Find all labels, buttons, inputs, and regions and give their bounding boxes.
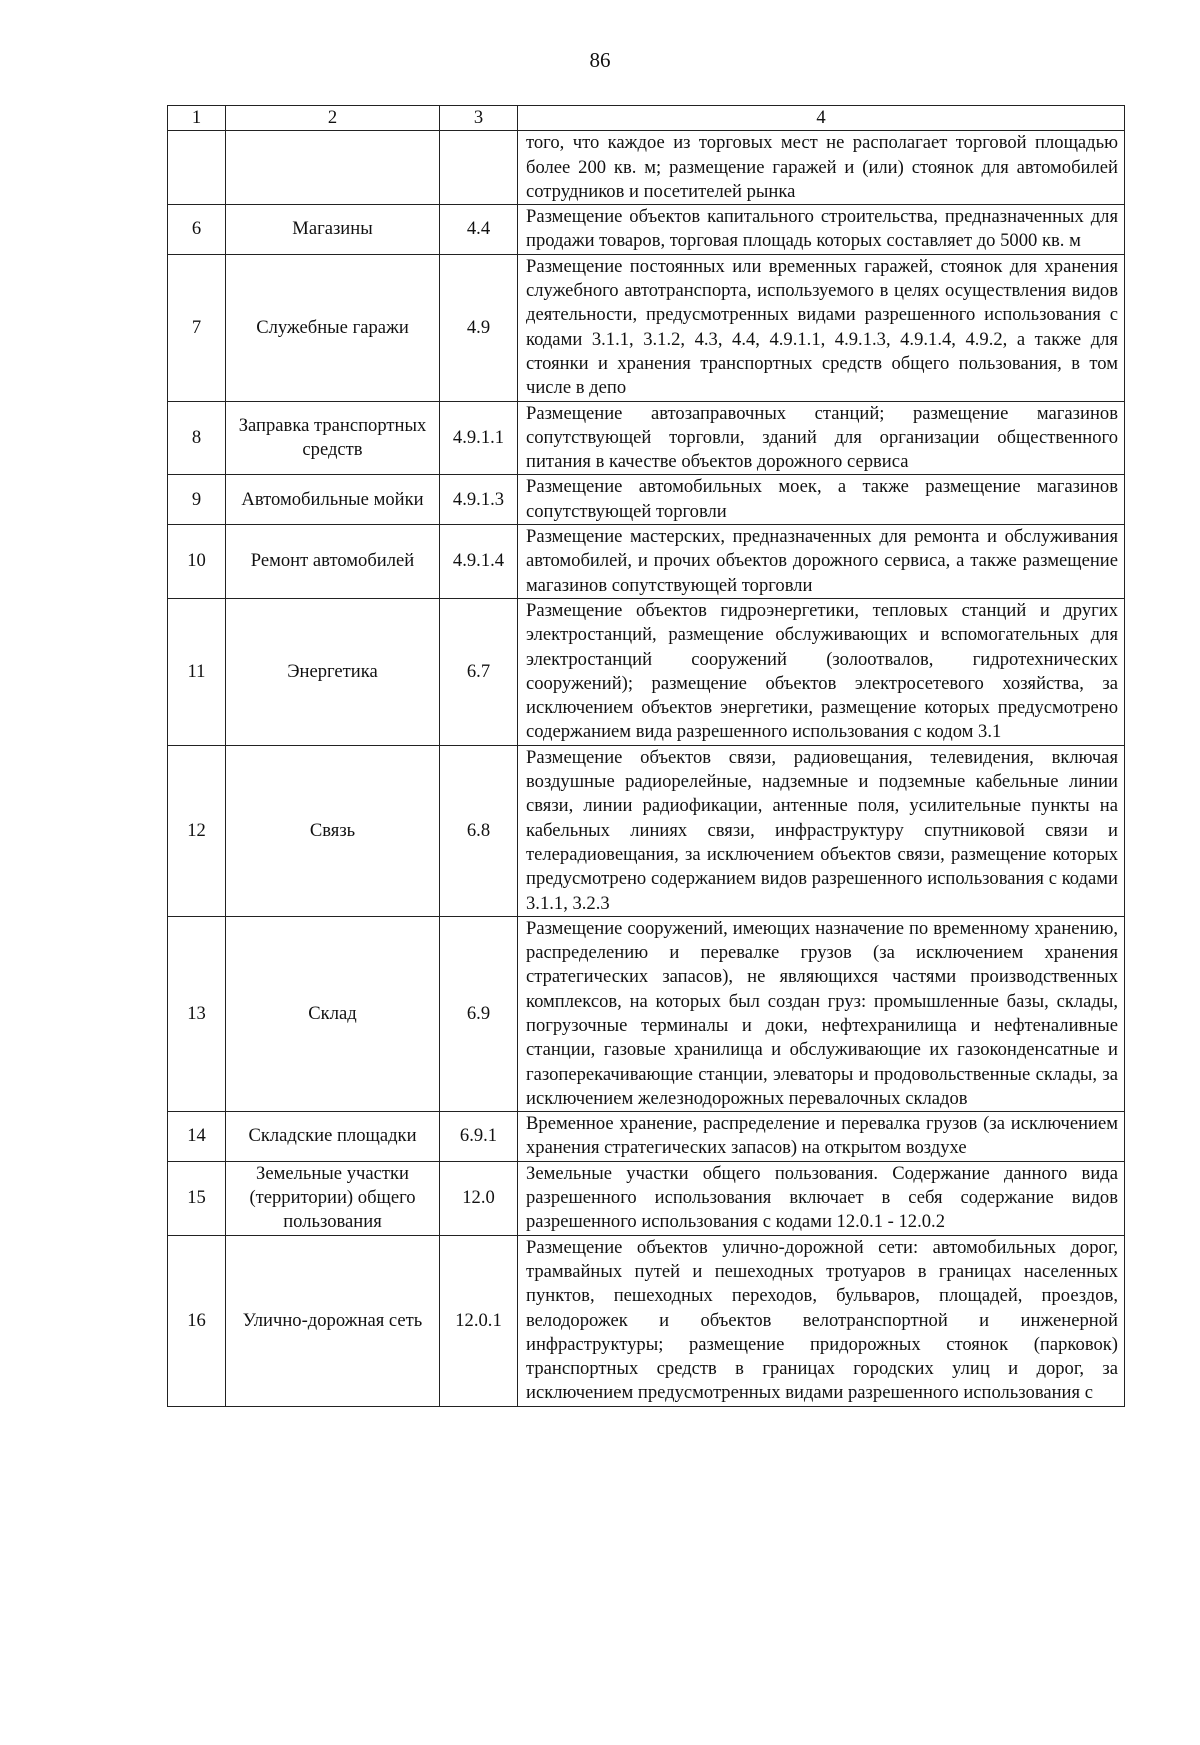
use-name [226,131,440,205]
use-description: Размещение сооружений, имеющих назначение по временному хранению, распределению и перевалке грузов (за исключением хранения стратегических запасов), не являющихся частями производственных комплексов, на которых был создан груз: промышленные базы, склады, погрузочные терминалы и доки, нефтехранилища и нефтеналивные станции, газовые хранилища и обслуживающие их газоконденсатные и газоперекачивающие станции, элеваторы и продовольственные склады, за исключением железнодорожных перевалочных складов [518,916,1125,1111]
table-row [168,254,1125,401]
use-code: 4.9.1.3 [440,475,518,525]
use-code: 4.9.1.4 [440,525,518,599]
use-code: 12.0 [440,1161,518,1235]
use-description: Размещение объектов улично-дорожной сети: автомобильных дорог, трамвайных путей и пешеходных тротуаров в границах населенных пунктов, пешеходных переходов, бульваров, площадей, проездов, велодорожек и объектов велотранспортной и инженерной инфраструктуры; размещение придорожных стоянок (парковок) транспортных средств в границах городских улиц и дорог, за исключением предусмотренных видами разрешенного использования с [518,1235,1125,1406]
use-name: Заправка транспортных средств [226,401,440,475]
table-row [168,131,1125,205]
land-use-table-container [167,105,1125,1407]
row-number: 9 [168,475,226,525]
use-code: 6.9.1 [440,1112,518,1162]
row-number: 15 [168,1161,226,1235]
table-row [168,401,1125,475]
row-number: 14 [168,1112,226,1162]
use-description: Размещение объектов гидроэнергетики, тепловых станций и других электростанций, размещение обслуживающих и вспомогательных для электростанций сооружений (золоотвалов, гидротехнических сооружений); размещение объектов электросетевого хозяйства, за исключением объектов энергетики, размещение которых предусмотрено содержанием вида разрешенного использования с кодом 3.1 [518,598,1125,745]
row-number: 13 [168,916,226,1111]
use-name: Складские площадки [226,1112,440,1162]
use-code: 4.9.1.1 [440,401,518,475]
row-number: 8 [168,401,226,475]
use-description: того, что каждое из торговых мест не располагает торговой площадью более 200 кв. м; размещение гаражей и (или) стоянок для автомобилей сотрудников и посетителей рынка [518,131,1125,205]
use-description: Размещение объектов связи, радиовещания, телевидения, включая воздушные радиорелейные, надземные и подземные кабельные линии связи, линии радиофикации, антенные поля, усилительные пункты на кабельных линиях связи, инфраструктуру спутниковой связи и телерадиовещания, за исключением объектов связи, размещение которых предусмотрено содержанием видов разрешенного использования с кодами 3.1.1, 3.2.3 [518,745,1125,916]
page-number: 86 [589,48,611,72]
use-description: Размещение автомобильных моек, а также размещение магазинов сопутствующей торговли [518,475,1125,525]
row-number: 7 [168,254,226,401]
use-code: 6.7 [440,598,518,745]
row-number: 6 [168,205,226,255]
use-description: Размещение мастерских, предназначенных для ремонта и обслуживания автомобилей, и прочих объектов дорожного сервиса, а также размещение магазинов сопутствующей торговли [518,525,1125,599]
table-row [168,916,1125,1111]
use-code: 4.9 [440,254,518,401]
use-code: 12.0.1 [440,1235,518,1406]
use-name: Энергетика [226,598,440,745]
use-name: Связь [226,745,440,916]
table-row [168,1161,1125,1235]
use-description: Временное хранение, распределение и перевалка грузов (за исключением хранения стратегических запасов) на открытом воздухе [518,1112,1125,1162]
table-row [168,525,1125,599]
row-number: 11 [168,598,226,745]
use-name: Магазины [226,205,440,255]
use-name: Ремонт автомобилей [226,525,440,599]
use-name: Склад [226,916,440,1111]
use-name: Земельные участки (территории) общего пользования [226,1161,440,1235]
use-code: 4.4 [440,205,518,255]
row-number: 10 [168,525,226,599]
table-row [168,475,1125,525]
row-number: 16 [168,1235,226,1406]
use-name: Автомобильные мойки [226,475,440,525]
table-row [168,205,1125,255]
land-use-table [167,105,1125,1407]
use-description: Размещение автозаправочных станций; размещение магазинов сопутствующей торговли, зданий для организации общественного питания в качестве объектов дорожного сервиса [518,401,1125,475]
header-col-4: 4 [518,106,1125,131]
use-name: Служебные гаражи [226,254,440,401]
header-row [168,106,1125,131]
table-row [168,1235,1125,1406]
header-col-1: 1 [168,106,226,131]
table-row [168,1112,1125,1162]
header-col-2: 2 [226,106,440,131]
row-number: 12 [168,745,226,916]
use-code [440,131,518,205]
use-code: 6.9 [440,916,518,1111]
use-description: Земельные участки общего пользования. Содержание данного вида разрешенного использования включает в себя содержание видов разрешенного использования с кодами 12.0.1 - 12.0.2 [518,1161,1125,1235]
table-row [168,745,1125,916]
use-description: Размещение постоянных или временных гаражей, стоянок для хранения служебного автотранспорта, используемого в целях осуществления видов деятельности, предусмотренных видами разрешенного использования с кодами 3.1.1, 3.1.2, 4.3, 4.4, 4.9.1.1, 4.9.1.3, 4.9.1.4, 4.9.2, а также для стоянки и хранения транспортных средств общего пользования, в том числе в депо [518,254,1125,401]
row-number [168,131,226,205]
use-name: Улично-дорожная сеть [226,1235,440,1406]
table-row [168,598,1125,745]
use-description: Размещение объектов капитального строительства, предназначенных для продажи товаров, торговая площадь которых составляет до 5000 кв. м [518,205,1125,255]
header-col-3: 3 [440,106,518,131]
use-code: 6.8 [440,745,518,916]
